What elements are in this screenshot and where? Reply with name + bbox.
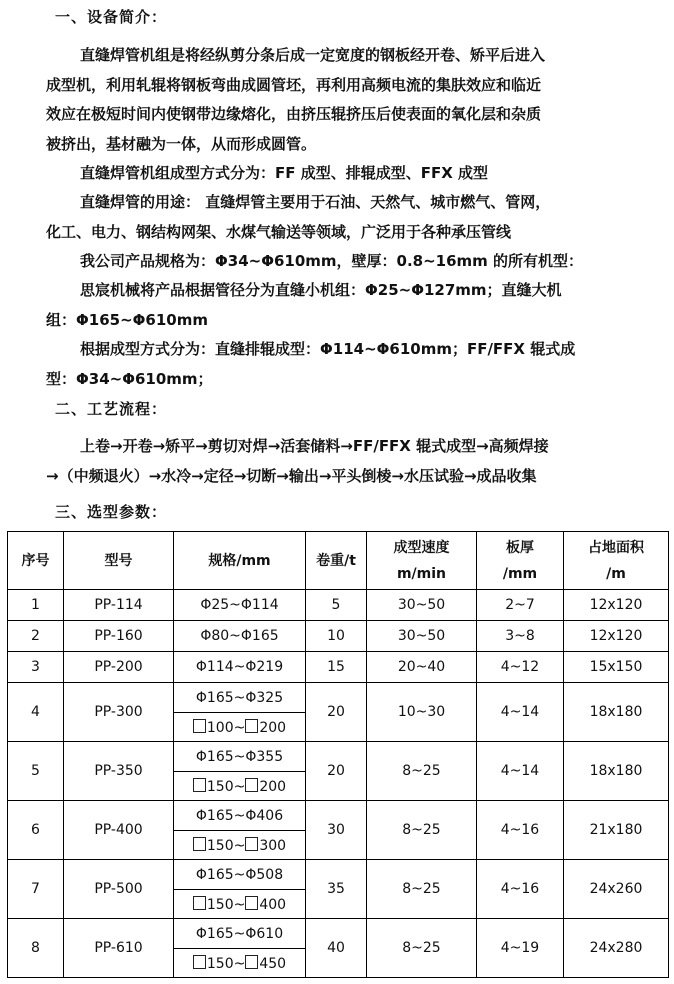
square-section-icon <box>245 719 258 733</box>
cell-spec-round: Φ25~Φ114 <box>174 590 306 621</box>
intro-line: 思宸机械将产品根据管径分为直缝小机组：Φ25~Φ127mm；直缝大机 <box>80 281 562 299</box>
cell-coil: 10 <box>306 621 367 652</box>
cell-thickness: 4~14 <box>477 683 564 742</box>
table-row <box>8 860 669 890</box>
cell-no: 3 <box>8 652 64 683</box>
cell-spec-square: 150~ 400 <box>174 890 306 919</box>
cell-model: PP-400 <box>64 801 174 860</box>
intro-line: 被挤出，基材融为一体，从而形成圆管。 <box>46 134 317 153</box>
cell-model: PP-300 <box>64 683 174 742</box>
cell-speed: 8~25 <box>367 742 477 801</box>
section-title-params: 三、选型参数： <box>55 503 168 521</box>
intro-line: 型：Φ34~Φ610mm； <box>46 369 213 388</box>
square-section-icon <box>245 955 258 969</box>
cell-area: 18x180 <box>564 742 669 801</box>
cell-spec-square: 150~ 300 <box>174 831 306 860</box>
cell-area: 12x120 <box>564 621 669 652</box>
cell-coil: 15 <box>306 652 367 683</box>
header-no: 序号 <box>8 532 64 590</box>
square-section-icon <box>245 778 258 792</box>
cell-no: 6 <box>8 801 64 860</box>
cell-coil: 35 <box>306 860 367 919</box>
cell-thickness: 3~8 <box>477 621 564 652</box>
table-header-row <box>8 532 669 590</box>
intro-line: 根据成型方式分为：直缝排辊成型：Φ114~Φ610mm；FF/FFX 辊式成 <box>80 340 576 358</box>
square-section-icon <box>193 719 206 733</box>
intro-line: 组：Φ165~Φ610mm <box>46 310 208 329</box>
cell-thickness: 4~14 <box>477 742 564 801</box>
cell-spec-round: Φ114~Φ219 <box>174 652 306 683</box>
cell-model: PP-350 <box>64 742 174 801</box>
cell-spec-round: Φ80~Φ165 <box>174 621 306 652</box>
cell-speed: 10~30 <box>367 683 477 742</box>
process-line: 上卷→开卷→矫平→剪切对焊→活套储料→FF/FFX 辊式成型→高频焊接 <box>80 437 549 455</box>
intro-line: 成型机，利用轧辊将钢板弯曲成圆管坯，再利用高频电流的集肤效应和临近 <box>46 75 542 94</box>
cell-model: PP-610 <box>64 919 174 978</box>
table-row <box>8 742 669 772</box>
cell-spec-round: Φ165~Φ355 <box>174 742 306 772</box>
cell-no: 2 <box>8 621 64 652</box>
cell-thickness: 2~7 <box>477 590 564 621</box>
cell-spec-round: Φ165~Φ325 <box>174 683 306 713</box>
square-section-icon <box>245 837 258 851</box>
cell-no: 1 <box>8 590 64 621</box>
square-section-icon <box>193 955 206 969</box>
cell-speed: 8~25 <box>367 860 477 919</box>
cell-speed: 30~50 <box>367 621 477 652</box>
section-title-intro: 一、设备简介： <box>55 8 168 26</box>
cell-coil: 30 <box>306 801 367 860</box>
cell-spec-round: Φ165~Φ406 <box>174 801 306 831</box>
cell-spec-square: 150~ 200 <box>174 772 306 801</box>
cell-no: 8 <box>8 919 64 978</box>
section-title-process: 二、工艺流程： <box>55 400 168 418</box>
intro-line: 我公司产品规格为：Φ34~Φ610mm，壁厚：0.8~16mm 的所有机型： <box>80 252 584 270</box>
cell-thickness: 4~12 <box>477 652 564 683</box>
cell-speed: 8~25 <box>367 919 477 978</box>
cell-spec-round: Φ165~Φ508 <box>174 860 306 890</box>
table-row <box>8 683 669 713</box>
cell-area: 18x180 <box>564 683 669 742</box>
table-row <box>8 919 669 949</box>
cell-no: 7 <box>8 860 64 919</box>
intro-line: 直缝焊管机组是将经纵剪分条后成一定宽度的钢板经开卷、矫平后进入 <box>80 46 546 64</box>
cell-area: 15x150 <box>564 652 669 683</box>
cell-coil: 20 <box>306 742 367 801</box>
cell-model: PP-200 <box>64 652 174 683</box>
header-speed: 成型速度 m/min <box>367 532 477 590</box>
cell-coil: 40 <box>306 919 367 978</box>
header-model: 型号 <box>64 532 174 590</box>
intro-line: 效应在极短时间内使钢带边缘熔化，由挤压辊挤压后使表面的氧化层和杂质 <box>46 105 542 123</box>
header-coil: 卷重/t <box>306 532 367 590</box>
cell-coil: 20 <box>306 683 367 742</box>
cell-area: 24x260 <box>564 860 669 919</box>
cell-area: 12x120 <box>564 590 669 621</box>
cell-spec-square: 100~ 200 <box>174 713 306 742</box>
cell-coil: 5 <box>306 590 367 621</box>
intro-line: 直缝焊管机组成型方式分为：FF 成型、排辊成型、FFX 成型 <box>80 164 488 182</box>
cell-model: PP-500 <box>64 860 174 919</box>
intro-line: 直缝焊管的用途： 直缝焊管主要用于石油、天然气、城市燃气、管网， <box>80 193 551 211</box>
header-thickness: 板厚 /mm <box>477 532 564 590</box>
square-section-icon <box>245 896 258 910</box>
cell-model: PP-160 <box>64 621 174 652</box>
cell-thickness: 4~19 <box>477 919 564 978</box>
cell-spec-square: 150~ 450 <box>174 949 306 978</box>
cell-speed: 8~25 <box>367 801 477 860</box>
process-line: →（中频退火）→水冷→定径→切断→输出→平头倒棱→水压试验→成品收集 <box>46 467 537 485</box>
header-area: 占地面积 /m <box>564 532 669 590</box>
cell-speed: 30~50 <box>367 590 477 621</box>
cell-no: 4 <box>8 683 64 742</box>
cell-no: 5 <box>8 742 64 801</box>
cell-spec-round: Φ165~Φ610 <box>174 919 306 949</box>
cell-model: PP-114 <box>64 590 174 621</box>
table-row <box>8 590 669 621</box>
spec-table <box>7 531 669 978</box>
cell-area: 24x280 <box>564 919 669 978</box>
square-section-icon <box>193 837 206 851</box>
cell-area: 21x180 <box>564 801 669 860</box>
header-spec: 规格/mm <box>174 532 306 590</box>
intro-line: 化工、电力、钢结构网架、水煤气输送等领域，广泛用于各种承压管线 <box>46 222 512 241</box>
table-row <box>8 621 669 652</box>
cell-thickness: 4~16 <box>477 801 564 860</box>
cell-speed: 20~40 <box>367 652 477 683</box>
cell-thickness: 4~16 <box>477 860 564 919</box>
table-row <box>8 801 669 831</box>
table-row <box>8 652 669 683</box>
square-section-icon <box>193 778 206 792</box>
square-section-icon <box>193 896 206 910</box>
